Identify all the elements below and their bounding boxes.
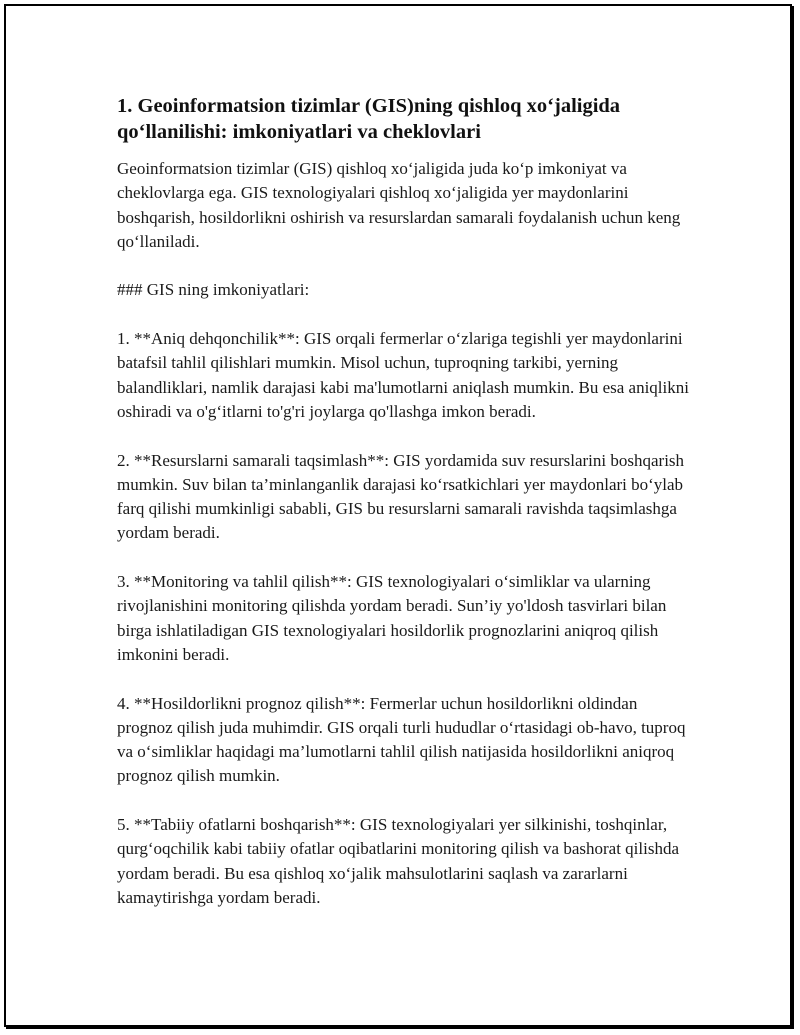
- paragraph-gap: [117, 789, 697, 813]
- paragraph-gap: [117, 546, 697, 570]
- paragraph-gap: [117, 303, 697, 327]
- section-heading: ### GIS ning imkoniyatlari:: [117, 280, 310, 300]
- document-body: [117, 93, 697, 910]
- list-item-2: 2. **Resurslarni samarali taqsimlash**: GIS yordamida suv resurslarini boshqarish mumkin. Suv bilan ta’minlanganlik darajasi ko‘rsatkichlari yer maydonlari bo‘ylab farq qilishi mumkinligi sababli, GIS bu resurslarni samarali ravishda taqsimlashga yordam beradi.: [117, 450, 685, 543]
- paragraph-gap: [117, 424, 697, 448]
- list-item-1: 1. **Aniq dehqonchilik**: GIS orqali fermerlar o‘zlariga tegishli yer maydonlarini batafsil tahlil qilishlari mumkin. Misol uchun, tuproqning tarkibi, yerning balandliklari, namlik darajasi kabi ma'lumotlarni aniqlash mumkin. Bu esa aniqlikni oshiradi va o'g‘itlarni to'g'ri joylarga qo'llashga imkon beradi.: [117, 329, 689, 421]
- intro-paragraph: Geoinformatsion tizimlar (GIS) qishloq xo‘jaligida juda ko‘p imkoniyat va cheklovlarga ega. GIS texnologiyalari qishloq xo‘jaligida yer maydonlarini boshqarish, hosildorlikni oshirish va resurslardan samarali foydalanish uchun keng qo‘llaniladi.: [117, 159, 681, 251]
- document-title: 1. Geoinformatsion tizimlar (GIS)ning qishloq xo‘jaligida qo‘llanilishi: imkoniyatlari va cheklovlari: [117, 95, 621, 143]
- paragraph-gap: [117, 667, 697, 691]
- list-item-3: 3. **Monitoring va tahlil qilish**: GIS texnologiyalari o‘simliklar va ularning rivojlanishini monitoring qilishda yordam beradi. Sun’iy yo'ldosh tasvirlari bilan birga ishlatiladigan GIS texnologiyalari hosildorlik prognozlarini aniqroq qilish imkonini beradi.: [117, 572, 667, 664]
- list-item-4: 4. **Hosildorlikni prognoz qilish**: Fermerlar uchun hosildorlikni oldindan prognoz qilish juda muhimdir. GIS orqali turli hududlar o‘rtasidagi ob-havo, tuproq va o‘simliklar haqidagi ma’lumotlarni tahlil qilish natijasida hosildorlikni aniqroq prognoz qilish mumkin.: [117, 693, 686, 786]
- list-item-5: 5. **Tabiiy ofatlarni boshqarish**: GIS texnologiyalari yer silkinishi, toshqinlar, qurg‘oqchilik kabi tabiiy ofatlar oqibatlarini monitoring qilish va bashorat qilishda yordam beradi. Bu esa qishloq xo‘jalik mahsulotlarini saqlash va zararlarni kamaytirishga yordam beradi.: [117, 815, 679, 907]
- paragraph-gap: [117, 254, 697, 278]
